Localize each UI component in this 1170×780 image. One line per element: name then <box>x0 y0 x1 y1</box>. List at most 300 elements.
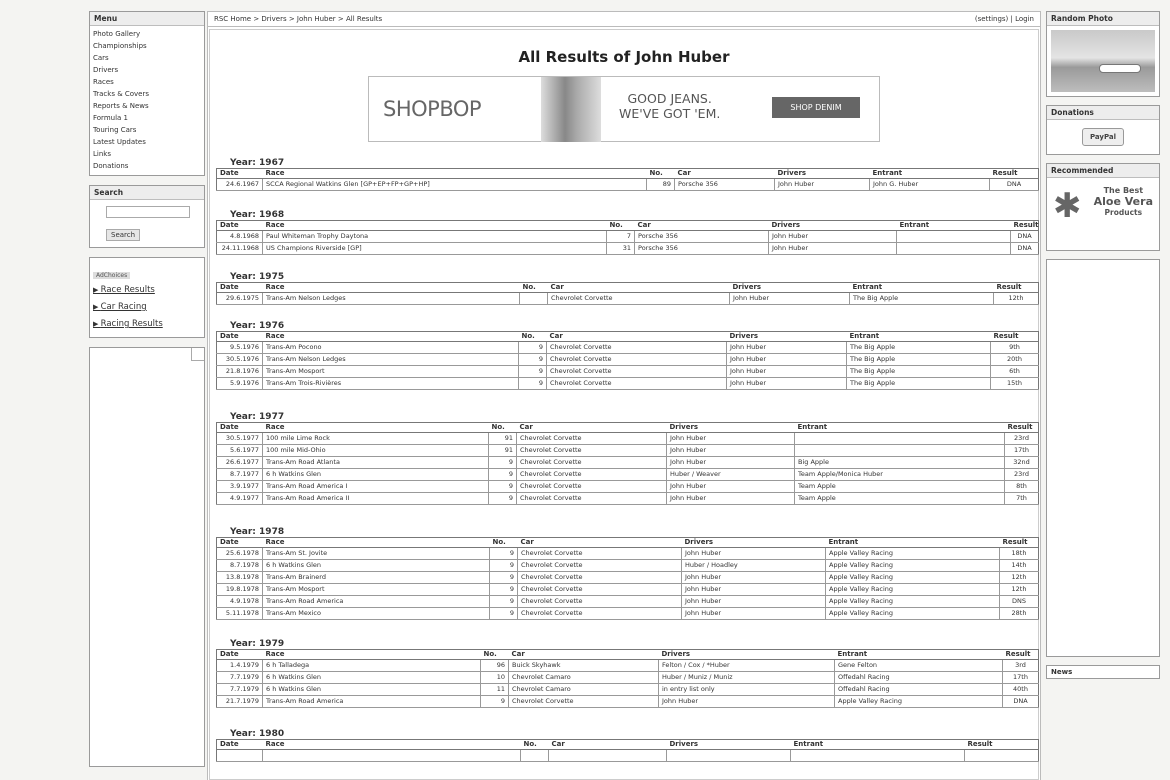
year-heading: Year: 1975 <box>230 272 285 282</box>
cell-car[interactable]: Chevrolet Corvette <box>517 469 667 481</box>
cell-result: 23rd <box>1005 433 1039 445</box>
cell-drivers[interactable]: John Huber <box>769 243 897 255</box>
cell-race[interactable]: 6 h Watkins Glen <box>263 469 489 481</box>
cell-race[interactable]: 100 mile Lime Rock <box>263 433 489 445</box>
table-row[interactable] <box>217 354 1039 366</box>
cell-date: 5.6.1977 <box>217 445 263 457</box>
cell-no <box>521 750 549 762</box>
table-row[interactable] <box>217 560 1039 572</box>
column-header-car: Car <box>518 538 682 548</box>
cell-entrant: The Big Apple <box>847 366 991 378</box>
news-box <box>1046 665 1160 679</box>
column-header-no: No. <box>519 332 547 342</box>
shop-denim-button[interactable]: SHOP DENIM <box>772 97 860 118</box>
login-link[interactable]: Login <box>1015 15 1034 23</box>
cell-date: 24.11.1968 <box>217 243 263 255</box>
recommended-title: Recommended <box>1047 164 1159 178</box>
cell-result: 7th <box>1005 493 1039 505</box>
cell-no: 9 <box>481 696 509 708</box>
cell-entrant: The Big Apple <box>847 378 991 390</box>
cell-result: 12th <box>994 293 1039 305</box>
search-input[interactable] <box>106 206 190 218</box>
table-row[interactable] <box>217 684 1039 696</box>
year-heading: Year: 1968 <box>230 210 285 220</box>
table-row[interactable] <box>217 469 1039 481</box>
cell-race[interactable]: Trans-Am Pocono <box>263 342 519 354</box>
cell-car[interactable]: Porsche 356 <box>675 179 775 191</box>
menu-item[interactable]: Drivers <box>93 66 119 74</box>
jeans-image <box>541 77 601 142</box>
ad-link-label: Car Racing <box>100 302 147 312</box>
cell-drivers[interactable]: John Huber <box>727 354 847 366</box>
column-header-race: Race <box>263 332 519 342</box>
aloe-line-3: Products <box>1104 208 1143 217</box>
breadcrumb[interactable]: RSC Home > Drivers > John Huber > All Results <box>214 15 383 23</box>
cell-race[interactable]: 6 h Talladega <box>263 660 481 672</box>
cell-no: 9 <box>489 493 517 505</box>
cell-date: 24.6.1967 <box>217 179 263 191</box>
random-photo[interactable] <box>1051 30 1155 92</box>
cell-date: 7.7.1979 <box>217 672 263 684</box>
year-heading: Year: 1980 <box>230 729 285 739</box>
cell-result: 32nd <box>1005 457 1039 469</box>
column-header-drivers: Drivers <box>727 332 847 342</box>
column-header-no: No. <box>607 221 635 231</box>
cell-car[interactable]: Buick Skyhawk <box>509 660 659 672</box>
cell-drivers[interactable]: John Huber <box>682 596 826 608</box>
cell-drivers[interactable]: John Huber <box>682 584 826 596</box>
cell-race[interactable]: Trans-Am Road America II <box>263 493 489 505</box>
table-row[interactable] <box>217 672 1039 684</box>
cell-car[interactable]: Chevrolet Corvette <box>547 342 727 354</box>
aloe-plant-icon: ✱ <box>1053 186 1082 226</box>
cell-no: 9 <box>490 572 518 584</box>
cell-car[interactable]: Chevrolet Corvette <box>547 354 727 366</box>
cell-no: 91 <box>489 433 517 445</box>
cell-result: DNA <box>1011 243 1039 255</box>
table-row[interactable] <box>217 660 1039 672</box>
cell-date: 1.4.1979 <box>217 660 263 672</box>
year-heading: Year: 1978 <box>230 527 285 537</box>
cell-no <box>520 293 548 305</box>
cell-car[interactable]: Porsche 356 <box>635 231 769 243</box>
year-heading: Year: 1979 <box>230 639 285 649</box>
cell-no: 9 <box>489 469 517 481</box>
table-row[interactable] <box>217 342 1039 354</box>
column-header-drivers: Drivers <box>667 423 795 433</box>
year-section <box>216 210 1039 255</box>
cell-date: 29.6.1975 <box>217 293 263 305</box>
menu-item[interactable]: Links <box>93 150 111 158</box>
cell-car[interactable]: Chevrolet Corvette <box>517 433 667 445</box>
column-header-car: Car <box>509 650 659 660</box>
table-row[interactable] <box>217 293 1039 305</box>
recommended-box <box>1046 163 1160 251</box>
cell-race[interactable]: 6 h Watkins Glen <box>263 684 481 696</box>
column-header-result: Result <box>990 169 1039 179</box>
cell-no: 9 <box>489 457 517 469</box>
cell-entrant: Offedahl Racing <box>835 684 1003 696</box>
column-header-car: Car <box>549 740 667 750</box>
cell-car[interactable]: Chevrolet Corvette <box>518 548 682 560</box>
donations-box <box>1046 105 1160 155</box>
cell-race[interactable]: SCCA Regional Watkins Glen [GP+EP+FP+GP+HP] <box>263 179 647 191</box>
cell-car[interactable]: Porsche 356 <box>635 243 769 255</box>
cell-no: 9 <box>490 608 518 620</box>
cell-drivers[interactable]: John Huber <box>769 231 897 243</box>
cell-drivers[interactable]: John Huber <box>659 696 835 708</box>
cell-date: 25.6.1978 <box>217 548 263 560</box>
column-header-result: Result <box>1005 423 1039 433</box>
cell-date <box>217 750 263 762</box>
cell-result: 8th <box>1005 481 1039 493</box>
banner-brand: SHOPBOP <box>383 97 482 121</box>
cell-race[interactable]: Trans-Am Road Atlanta <box>263 457 489 469</box>
cell-car[interactable]: Chevrolet Corvette <box>518 596 682 608</box>
cell-result: DNA <box>990 179 1039 191</box>
banner-slogan <box>619 91 720 121</box>
cell-drivers[interactable]: in entry list only <box>659 684 835 696</box>
cell-entrant: Offedahl Racing <box>835 672 1003 684</box>
year-section <box>216 639 1032 708</box>
table-row[interactable] <box>217 231 1039 243</box>
year-heading: Year: 1977 <box>230 412 285 422</box>
column-header-entrant: Entrant <box>870 169 990 179</box>
table-row[interactable] <box>217 243 1039 255</box>
menu-item[interactable]: Photo Gallery <box>93 30 141 38</box>
cell-race[interactable]: Trans-Am St. Jovite <box>263 548 490 560</box>
cell-result: 14th <box>1000 560 1039 572</box>
cell-race[interactable]: 6 h Watkins Glen <box>263 560 490 572</box>
cell-drivers[interactable]: Huber / Muniz / Muniz <box>659 672 835 684</box>
cell-car[interactable]: Chevrolet Camaro <box>509 672 659 684</box>
cell-date: 21.7.1979 <box>217 696 263 708</box>
year-heading: Year: 1976 <box>230 321 285 331</box>
column-header-race: Race <box>263 221 607 231</box>
cell-car[interactable] <box>549 750 667 762</box>
cell-entrant <box>791 750 965 762</box>
column-header-entrant: Entrant <box>850 283 994 293</box>
cell-no: 9 <box>490 584 518 596</box>
table-row[interactable] <box>217 481 1039 493</box>
ad-link[interactable] <box>93 316 201 333</box>
cell-date: 8.7.1978 <box>217 560 263 572</box>
news-title: News <box>1051 668 1073 676</box>
right-sidebar <box>1046 11 1160 687</box>
cell-result <box>965 750 1039 762</box>
cell-date: 30.5.1977 <box>217 433 263 445</box>
column-header-date: Date <box>217 283 263 293</box>
column-header-result: Result <box>1011 221 1039 231</box>
shopbop-banner-ad[interactable] <box>368 76 880 142</box>
cell-race[interactable]: Trans-Am Nelson Ledges <box>263 354 519 366</box>
column-header-no: No. <box>490 538 518 548</box>
table-row[interactable] <box>217 433 1039 445</box>
cell-date: 3.9.1977 <box>217 481 263 493</box>
column-header-car: Car <box>675 169 775 179</box>
cell-entrant <box>897 243 1011 255</box>
cell-date: 30.5.1976 <box>217 354 263 366</box>
cell-result: 40th <box>1003 684 1039 696</box>
cell-race[interactable] <box>263 750 521 762</box>
cell-entrant: Apple Valley Racing <box>826 572 1000 584</box>
results-table <box>216 331 1039 390</box>
cell-drivers[interactable]: John Huber <box>730 293 850 305</box>
table-row[interactable] <box>217 596 1039 608</box>
aloe-line-1: The Best <box>1103 186 1144 195</box>
column-header-date: Date <box>217 221 263 231</box>
cell-race[interactable]: Paul Whiteman Trophy Daytona <box>263 231 607 243</box>
cell-entrant <box>795 445 1005 457</box>
cell-result: 17th <box>1005 445 1039 457</box>
cell-no: 9 <box>519 354 547 366</box>
results-table <box>216 422 1039 505</box>
cell-race[interactable]: Trans-Am Mosport <box>263 366 519 378</box>
ad-link[interactable] <box>93 282 201 299</box>
cell-date: 19.8.1978 <box>217 584 263 596</box>
table-row[interactable] <box>217 572 1039 584</box>
adchoices-label[interactable]: AdChoices <box>93 272 130 279</box>
menu-box <box>89 11 205 176</box>
race-car-image <box>1099 64 1141 73</box>
paypal-donate-button[interactable]: PayPal <box>1082 128 1124 146</box>
table-row[interactable] <box>217 366 1039 378</box>
cell-entrant: The Big Apple <box>850 293 994 305</box>
cell-no: 91 <box>489 445 517 457</box>
cell-race[interactable]: Trans-Am Road America I <box>263 481 489 493</box>
column-header-no: No. <box>647 169 675 179</box>
column-header-race: Race <box>263 283 520 293</box>
ad-placeholder <box>89 347 205 767</box>
column-header-no: No. <box>520 283 548 293</box>
random-photo-title: Random Photo <box>1047 12 1159 26</box>
search-button[interactable]: Search <box>106 229 140 241</box>
year-section <box>216 729 1032 762</box>
results-table <box>216 220 1039 255</box>
cell-drivers[interactable]: John Huber <box>727 378 847 390</box>
ad-corner-icon <box>191 348 204 361</box>
cell-entrant: Apple Valley Racing <box>826 584 1000 596</box>
cell-result: 17th <box>1003 672 1039 684</box>
cell-date: 9.5.1976 <box>217 342 263 354</box>
cell-race[interactable]: Trans-Am Nelson Ledges <box>263 293 520 305</box>
column-header-entrant: Entrant <box>835 650 1003 660</box>
menu-item[interactable]: Cars <box>93 54 109 62</box>
menu-item[interactable]: Donations <box>93 162 129 170</box>
cell-drivers[interactable]: John Huber <box>667 457 795 469</box>
cell-drivers[interactable]: John Huber <box>682 608 826 620</box>
ad-link-label: Racing Results <box>100 319 163 329</box>
cell-car[interactable]: Chevrolet Corvette <box>518 560 682 572</box>
cell-result: 6th <box>991 366 1039 378</box>
cell-result: DNS <box>1000 596 1039 608</box>
table-row[interactable] <box>217 548 1039 560</box>
cell-car[interactable]: Chevrolet Camaro <box>509 684 659 696</box>
cell-race[interactable]: Trans-Am Mosport <box>263 584 490 596</box>
cell-car[interactable]: Chevrolet Corvette <box>547 378 727 390</box>
cell-race[interactable]: Trans-Am Trois-Rivières <box>263 378 519 390</box>
menu-item[interactable]: Latest Updates <box>93 138 146 146</box>
cell-drivers[interactable]: John Huber <box>775 179 870 191</box>
cell-entrant <box>795 433 1005 445</box>
cell-drivers[interactable]: Felton / Cox / *Huber <box>659 660 835 672</box>
results-table <box>216 168 1039 191</box>
cell-no: 9 <box>489 481 517 493</box>
table-row[interactable] <box>217 584 1039 596</box>
cell-drivers[interactable]: John Huber <box>667 433 795 445</box>
cell-race[interactable]: Trans-Am Mexico <box>263 608 490 620</box>
table-row[interactable] <box>217 493 1039 505</box>
menu-item[interactable]: Tracks & Covers <box>93 90 150 98</box>
cell-car[interactable]: Chevrolet Corvette <box>517 481 667 493</box>
cell-entrant: The Big Apple <box>847 342 991 354</box>
cell-car[interactable]: Chevrolet Corvette <box>548 293 730 305</box>
cell-entrant <box>897 231 1011 243</box>
column-header-drivers: Drivers <box>730 283 850 293</box>
cell-car[interactable]: Chevrolet Corvette <box>518 608 682 620</box>
cell-car[interactable]: Chevrolet Corvette <box>547 366 727 378</box>
column-header-car: Car <box>635 221 769 231</box>
menu-item[interactable]: Formula 1 <box>93 114 128 122</box>
cell-drivers[interactable]: John Huber <box>667 445 795 457</box>
cell-drivers[interactable] <box>667 750 791 762</box>
cell-car[interactable]: Chevrolet Corvette <box>517 457 667 469</box>
table-row[interactable] <box>217 378 1039 390</box>
cell-result: 15th <box>991 378 1039 390</box>
menu-list <box>90 26 204 175</box>
cell-result: DNA <box>1011 231 1039 243</box>
table-row[interactable] <box>217 445 1039 457</box>
cell-race[interactable]: Trans-Am Road America <box>263 696 481 708</box>
table-row[interactable] <box>217 457 1039 469</box>
cell-date: 21.8.1976 <box>217 366 263 378</box>
random-photo-box <box>1046 11 1160 97</box>
column-header-result: Result <box>1003 650 1039 660</box>
cell-date: 7.7.1979 <box>217 684 263 696</box>
cell-no: 31 <box>607 243 635 255</box>
cell-drivers[interactable]: John Huber <box>667 493 795 505</box>
cell-race[interactable]: 100 mile Mid-Ohio <box>263 445 489 457</box>
ad-links-box <box>89 257 205 338</box>
cell-result: DNA <box>1003 696 1039 708</box>
column-header-drivers: Drivers <box>667 740 791 750</box>
cell-result: 18th <box>1000 548 1039 560</box>
results-table <box>216 649 1039 708</box>
cell-drivers[interactable]: John Huber <box>682 548 826 560</box>
cell-entrant: Team Apple <box>795 481 1005 493</box>
column-header-result: Result <box>1000 538 1039 548</box>
ad-link[interactable] <box>93 299 201 316</box>
column-header-car: Car <box>548 283 730 293</box>
cell-car[interactable]: Chevrolet Corvette <box>518 572 682 584</box>
menu-title: Menu <box>90 12 204 26</box>
banner-slogan-line-1: GOOD JEANS. <box>627 91 712 106</box>
topbar-separator: | <box>1010 15 1013 23</box>
aloe-vera-ad[interactable] <box>1047 178 1159 250</box>
banner-slogan-line-2: WE'VE GOT 'EM. <box>619 106 721 121</box>
column-header-no: No. <box>521 740 549 750</box>
column-header-entrant: Entrant <box>791 740 965 750</box>
ad-link-label: Race Results <box>100 285 155 295</box>
year-section <box>216 272 1032 305</box>
cell-no: 89 <box>647 179 675 191</box>
cell-car[interactable]: Chevrolet Corvette <box>509 696 659 708</box>
cell-car[interactable]: Chevrolet Corvette <box>517 493 667 505</box>
cell-entrant: Team Apple <box>795 493 1005 505</box>
table-row[interactable] <box>217 750 1039 762</box>
results-list <box>216 158 1039 762</box>
column-header-result: Result <box>991 332 1039 342</box>
menu-item[interactable]: Championships <box>93 42 147 50</box>
column-header-no: No. <box>489 423 517 433</box>
cell-race[interactable]: 6 h Watkins Glen <box>263 672 481 684</box>
menu-item[interactable]: Touring Cars <box>93 126 137 134</box>
menu-item[interactable]: Races <box>93 78 114 86</box>
cell-no: 9 <box>519 378 547 390</box>
table-row[interactable] <box>217 696 1039 708</box>
cell-drivers[interactable]: John Huber <box>667 481 795 493</box>
cell-drivers[interactable]: John Huber <box>727 366 847 378</box>
donations-title: Donations <box>1047 106 1159 120</box>
column-header-result: Result <box>965 740 1039 750</box>
cell-no: 9 <box>519 366 547 378</box>
cell-drivers[interactable]: Huber / Weaver <box>667 469 795 481</box>
cell-no: 9 <box>490 560 518 572</box>
results-table <box>216 739 1039 762</box>
table-row[interactable] <box>217 179 1039 191</box>
left-sidebar <box>89 11 205 776</box>
cell-no: 9 <box>519 342 547 354</box>
cell-drivers[interactable]: John Huber <box>682 572 826 584</box>
cell-race[interactable]: Trans-Am Brainerd <box>263 572 490 584</box>
cell-drivers[interactable]: Huber / Hoadley <box>682 560 826 572</box>
cell-date: 4.9.1977 <box>217 493 263 505</box>
cell-result: 3rd <box>1003 660 1039 672</box>
search-box <box>89 185 205 248</box>
cell-result: 20th <box>991 354 1039 366</box>
cell-no: 11 <box>481 684 509 696</box>
column-header-drivers: Drivers <box>769 221 897 231</box>
settings-link[interactable]: (settings) <box>974 15 1009 23</box>
play-arrow-icon: ▶ <box>93 303 101 311</box>
column-header-date: Date <box>217 423 263 433</box>
cell-car[interactable]: Chevrolet Corvette <box>518 584 682 596</box>
column-header-date: Date <box>217 538 263 548</box>
play-arrow-icon: ▶ <box>93 286 101 294</box>
column-header-result: Result <box>994 283 1039 293</box>
column-header-no: No. <box>481 650 509 660</box>
cell-race[interactable]: US Champions Riverside [GP] <box>263 243 607 255</box>
cell-race[interactable]: Trans-Am Road America <box>263 596 490 608</box>
cell-entrant: Apple Valley Racing <box>826 596 1000 608</box>
cell-car[interactable]: Chevrolet Corvette <box>517 445 667 457</box>
cell-entrant: Apple Valley Racing <box>826 548 1000 560</box>
cell-date: 5.11.1978 <box>217 608 263 620</box>
cell-entrant: Big Apple <box>795 457 1005 469</box>
year-section <box>216 158 1032 191</box>
year-section <box>216 321 1032 390</box>
column-header-car: Car <box>517 423 667 433</box>
table-row[interactable] <box>217 608 1039 620</box>
column-header-drivers: Drivers <box>775 169 870 179</box>
cell-entrant: Apple Valley Racing <box>826 560 1000 572</box>
top-bar <box>208 12 1040 27</box>
menu-item[interactable]: Reports & News <box>93 102 149 110</box>
cell-date: 5.9.1976 <box>217 378 263 390</box>
cell-drivers[interactable]: John Huber <box>727 342 847 354</box>
results-table <box>216 537 1039 620</box>
column-header-race: Race <box>263 650 481 660</box>
